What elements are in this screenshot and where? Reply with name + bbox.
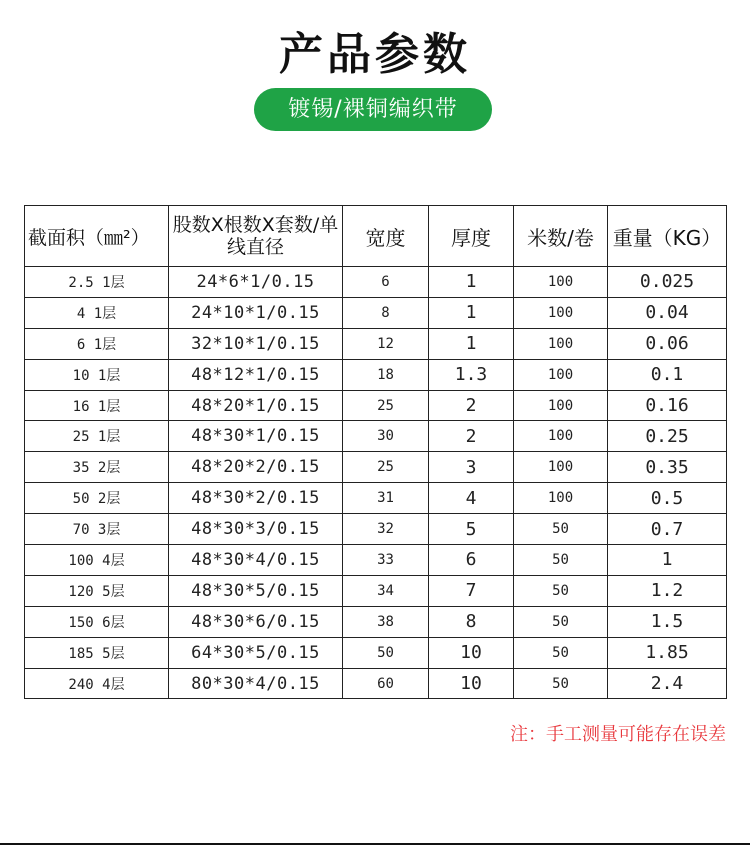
table-row bbox=[25, 575, 727, 606]
table-body bbox=[25, 267, 727, 699]
cell-thickness: 7 bbox=[429, 575, 514, 606]
table-row bbox=[25, 514, 727, 545]
cell-meters-per-roll: 100 bbox=[514, 328, 608, 359]
cell-width: 25 bbox=[343, 452, 429, 483]
cell-width: 25 bbox=[343, 390, 429, 421]
cell-width: 32 bbox=[343, 514, 429, 545]
cell-cross-section: 6 1层 bbox=[25, 328, 169, 359]
cell-width: 38 bbox=[343, 606, 429, 637]
cell-width: 12 bbox=[343, 328, 429, 359]
cell-cross-section: 35 2层 bbox=[25, 452, 169, 483]
table-row bbox=[25, 606, 727, 637]
cell-meters-per-roll: 100 bbox=[514, 421, 608, 452]
table-row bbox=[25, 545, 727, 576]
cell-meters-per-roll: 100 bbox=[514, 390, 608, 421]
cell-weight: 0.7 bbox=[608, 514, 727, 545]
table-row bbox=[25, 483, 727, 514]
cell-cross-section: 50 2层 bbox=[25, 483, 169, 514]
cell-cross-section: 25 1层 bbox=[25, 421, 169, 452]
cell-weight: 1.5 bbox=[608, 606, 727, 637]
table-row bbox=[25, 328, 727, 359]
table-header-row bbox=[25, 206, 727, 267]
table-row bbox=[25, 452, 727, 483]
cell-thickness: 1 bbox=[429, 267, 514, 298]
cell-thickness: 1 bbox=[429, 297, 514, 328]
table-row bbox=[25, 297, 727, 328]
header-thickness: 厚度 bbox=[429, 206, 514, 267]
cell-weight: 1.2 bbox=[608, 575, 727, 606]
cell-width: 18 bbox=[343, 359, 429, 390]
cell-strand-spec: 48*30*6/0.15 bbox=[169, 606, 343, 637]
cell-weight: 1 bbox=[608, 545, 727, 576]
cell-strand-spec: 32*10*1/0.15 bbox=[169, 328, 343, 359]
header-width: 宽度 bbox=[343, 206, 429, 267]
cell-weight: 0.04 bbox=[608, 297, 727, 328]
header-weight: 重量（KG） bbox=[608, 206, 727, 267]
cell-strand-spec: 48*30*3/0.15 bbox=[169, 514, 343, 545]
cell-width: 8 bbox=[343, 297, 429, 328]
cell-weight: 0.025 bbox=[608, 267, 727, 298]
cell-cross-section: 10 1层 bbox=[25, 359, 169, 390]
cell-width: 50 bbox=[343, 637, 429, 668]
header-cross-section: 截面积（㎜²） bbox=[25, 206, 169, 267]
spec-table bbox=[24, 205, 727, 699]
cell-thickness: 3 bbox=[429, 452, 514, 483]
cell-weight: 0.25 bbox=[608, 421, 727, 452]
cell-width: 6 bbox=[343, 267, 429, 298]
cell-strand-spec: 48*12*1/0.15 bbox=[169, 359, 343, 390]
cell-meters-per-roll: 50 bbox=[514, 514, 608, 545]
table-row bbox=[25, 637, 727, 668]
cell-strand-spec: 48*30*5/0.15 bbox=[169, 575, 343, 606]
cell-meters-per-roll: 100 bbox=[514, 267, 608, 298]
cell-thickness: 10 bbox=[429, 637, 514, 668]
cell-cross-section: 2.5 1层 bbox=[25, 267, 169, 298]
cell-meters-per-roll: 50 bbox=[514, 575, 608, 606]
cell-thickness: 5 bbox=[429, 514, 514, 545]
cell-thickness: 8 bbox=[429, 606, 514, 637]
product-name-badge: 镀锡/裸铜编织带 bbox=[254, 88, 492, 131]
table-row bbox=[25, 267, 727, 298]
cell-weight: 0.5 bbox=[608, 483, 727, 514]
header-strand-spec: 股数X根数X套数/单线直径 bbox=[169, 206, 343, 267]
cell-cross-section: 70 3层 bbox=[25, 514, 169, 545]
cell-strand-spec: 24*6*1/0.15 bbox=[169, 267, 343, 298]
cell-weight: 0.06 bbox=[608, 328, 727, 359]
cell-thickness: 1.3 bbox=[429, 359, 514, 390]
cell-thickness: 4 bbox=[429, 483, 514, 514]
table-row bbox=[25, 421, 727, 452]
cell-width: 60 bbox=[343, 668, 429, 699]
cell-strand-spec: 48*20*1/0.15 bbox=[169, 390, 343, 421]
cell-cross-section: 185 5层 bbox=[25, 637, 169, 668]
cell-width: 31 bbox=[343, 483, 429, 514]
measurement-note: 注：手工测量可能存在误差 bbox=[510, 724, 726, 745]
cell-meters-per-roll: 100 bbox=[514, 452, 608, 483]
cell-cross-section: 240 4层 bbox=[25, 668, 169, 699]
table-row bbox=[25, 390, 727, 421]
cell-cross-section: 100 4层 bbox=[25, 545, 169, 576]
cell-meters-per-roll: 100 bbox=[514, 359, 608, 390]
cell-cross-section: 120 5层 bbox=[25, 575, 169, 606]
cell-meters-per-roll: 50 bbox=[514, 606, 608, 637]
table-row bbox=[25, 668, 727, 699]
cell-thickness: 6 bbox=[429, 545, 514, 576]
cell-thickness: 2 bbox=[429, 390, 514, 421]
cell-strand-spec: 48*30*1/0.15 bbox=[169, 421, 343, 452]
cell-weight: 1.85 bbox=[608, 637, 727, 668]
cell-strand-spec: 80*30*4/0.15 bbox=[169, 668, 343, 699]
cell-meters-per-roll: 50 bbox=[514, 637, 608, 668]
cell-width: 33 bbox=[343, 545, 429, 576]
table-row bbox=[25, 359, 727, 390]
cell-weight: 2.4 bbox=[608, 668, 727, 699]
cell-meters-per-roll: 50 bbox=[514, 668, 608, 699]
cell-width: 30 bbox=[343, 421, 429, 452]
cell-cross-section: 150 6层 bbox=[25, 606, 169, 637]
cell-thickness: 1 bbox=[429, 328, 514, 359]
cell-thickness: 2 bbox=[429, 421, 514, 452]
cell-cross-section: 16 1层 bbox=[25, 390, 169, 421]
header-meters-per-roll: 米数/卷 bbox=[514, 206, 608, 267]
cell-strand-spec: 48*20*2/0.15 bbox=[169, 452, 343, 483]
cell-strand-spec: 64*30*5/0.15 bbox=[169, 637, 343, 668]
cell-weight: 0.16 bbox=[608, 390, 727, 421]
page-title: 产品参数 bbox=[279, 29, 471, 80]
cell-weight: 0.1 bbox=[608, 359, 727, 390]
cell-meters-per-roll: 100 bbox=[514, 483, 608, 514]
cell-cross-section: 4 1层 bbox=[25, 297, 169, 328]
cell-strand-spec: 48*30*2/0.15 bbox=[169, 483, 343, 514]
cell-meters-per-roll: 50 bbox=[514, 545, 608, 576]
cell-thickness: 10 bbox=[429, 668, 514, 699]
cell-strand-spec: 48*30*4/0.15 bbox=[169, 545, 343, 576]
cell-meters-per-roll: 100 bbox=[514, 297, 608, 328]
cell-width: 34 bbox=[343, 575, 429, 606]
cell-strand-spec: 24*10*1/0.15 bbox=[169, 297, 343, 328]
cell-weight: 0.35 bbox=[608, 452, 727, 483]
